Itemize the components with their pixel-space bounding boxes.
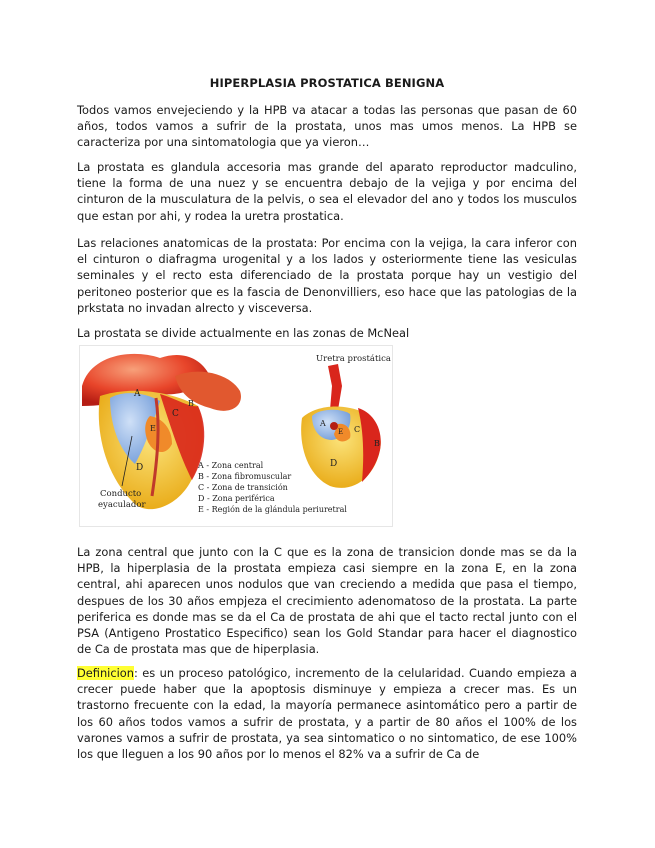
legend-item-a: A - Zona central: [198, 461, 264, 470]
label-uretra: Uretra prostática: [316, 354, 391, 364]
paragraph-relations: Las relaciones anatomicas de la prostata: Por encima con la vejiga, la cara inferor con el cinturon o diafragma urogenital y a los lados y osteriormente tiene las vesiculas seminales y el recto esta diferenciado de la prostata porque hay un vestigio del peritoneo posterior que es la fascia de Denonvilliers, eso hace que las patologias de la prkstata no invadan alrecto y visceversa.: [77, 236, 577, 315]
zone-letter-a-left: A: [134, 389, 141, 399]
paragraph-intro: Todos vamos envejeciendo y la HPB va atacar a todas las personas que pasan de 60 años, todos vamos a sufrir de la prostata, unos mas umos menos. La HPB se caracteriza por una sintomatologia que ya vieron…: [77, 103, 577, 150]
zone-letter-d-right: D: [330, 459, 338, 469]
urethra-tube-right: [328, 364, 342, 410]
legend-item-c: C - Zona de transición: [198, 483, 288, 492]
highlighted-term: Definicion: [77, 666, 134, 680]
legend-item-e: E - Región de la glándula periuretral: [198, 505, 347, 514]
definition-text: : es un proceso patológico, incremento de la celularidad. Cuando empieza a crecer puede haber que la apoptosis disminuye y empieza a crecer mas. Es un trastorno frecuente con la edad, la mayoría permanece asintomático pero a partir de los 60 años todos vamos a sufrir de prostata, y a partir de 80 años el 100% de los varones vamos a sufrir de prostata, ya sea sintomatico o no sintomatico, de ese 100% los que lleguen a los 90 años por lo menos el 82% va a sufrir de Ca de: [77, 666, 577, 762]
label-eyaculador: eyaculador: [98, 500, 146, 510]
label-conducto: Conducto: [100, 489, 142, 499]
zone-letter-c-right: C: [354, 425, 361, 434]
paragraph-zones: La zona central que junto con la C que es la zona de transicion donde mas se da la HPB, la hiperplasia de la prostata empieza casi siempre en la zona E, en la zona central, ahi aparecen unos nodulos que van creciendo a medida que pasa el tiempo, despues de los 30 años empjeza el crecimiento adenomatoso de la prostata. La parte periferica es donde mas se da el Ca de prostata de ahi que el tacto rectal junto con el PSA (Antigeno Prostatico Especifico) sean los Gold Standar para hacer el diagnostico de Ca de prostata mas que de hiperplasia.: [77, 545, 577, 657]
zone-letter-e-left: E: [150, 424, 156, 433]
legend-item-b: B - Zona fibromuscular: [198, 472, 292, 481]
document-title: HIPERPLASIA PROSTATICA BENIGNA: [209, 76, 445, 90]
zone-letter-b-right: B: [374, 439, 380, 448]
paragraph-anatomy: La prostata es glandula accesoria mas grande del aparato reproductor madculino, tiene la forma de una nuez y se encuentra debajo de la vejiga y por encima del cinturon de la musculatura de la pelvis, o sea el elevador del ano y todos los musculos que estan por ahi, y rodea la uretra prostatica.: [77, 160, 577, 223]
zone-letter-e-right: E: [338, 428, 344, 436]
mcneal-zones-figure: [79, 345, 393, 527]
zone-letter-d-left: D: [136, 463, 144, 473]
zone-letter-b-left: B: [188, 399, 194, 408]
prostate-illustration: [80, 346, 392, 526]
urethra-section-right: [330, 422, 338, 430]
zone-letter-a-right: A: [320, 419, 326, 428]
paragraph-mcneal-intro: La prostata se divide actualmente en las zonas de McNeal: [77, 326, 410, 340]
legend-item-d: D - Zona periférica: [198, 494, 275, 503]
paragraph-definition: [77, 665, 577, 762]
zone-letter-c-left: C: [172, 409, 179, 419]
